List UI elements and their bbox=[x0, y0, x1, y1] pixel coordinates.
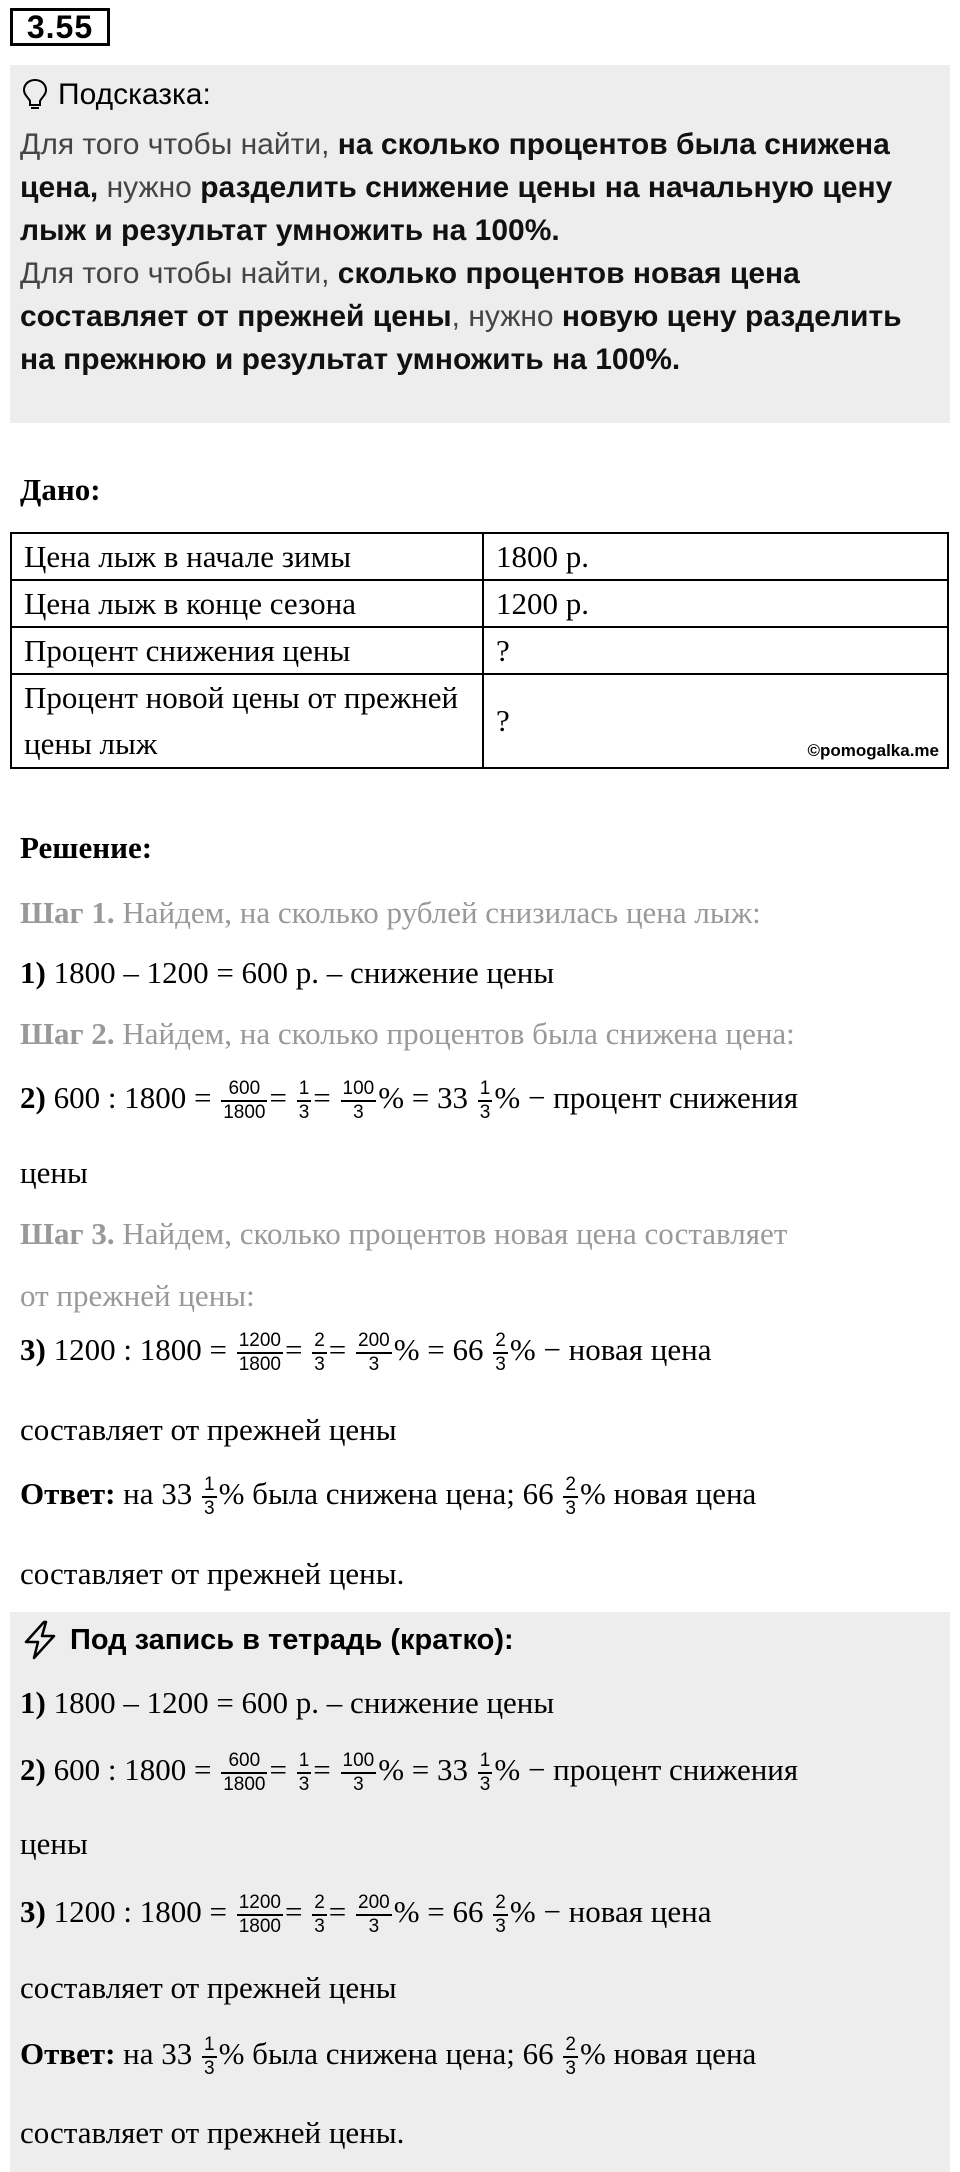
answer-cont: составляет от прежней цены. bbox=[20, 1556, 405, 1591]
table-row bbox=[11, 674, 948, 768]
fraction: $\frac{600}{1800}$ bbox=[223, 1750, 266, 1795]
given-title: Дано: bbox=[20, 472, 101, 507]
fraction: $\frac{2}{3}$ bbox=[314, 1330, 325, 1375]
given-table bbox=[10, 532, 949, 769]
table-row bbox=[11, 533, 948, 580]
short-title-text: Под запись в тетрадь (кратко): bbox=[70, 1623, 514, 1656]
short-calc-3: 3) 1200 : 1800 = $\frac{1200}{1800}$ = $\frac{2}{3}$ = $\frac{200}{3}$ % = 66 $\frac{2}{3}$ % − новая цена bbox=[20, 1892, 712, 1937]
fraction: $\frac{2}{3}$ bbox=[314, 1892, 325, 1937]
fraction: $\frac{1}{3}$ bbox=[479, 1750, 491, 1795]
lightbulb-icon bbox=[22, 78, 48, 112]
short-answer-cont: составляет от прежней цены. bbox=[20, 2115, 405, 2150]
fraction: $\frac{1}{3}$ bbox=[298, 1750, 310, 1795]
calc-1: 1) 1800 – 1200 = 600 р. – снижение цены bbox=[20, 955, 555, 990]
watermark: ©pomogalka.me bbox=[807, 741, 939, 760]
short-record-title bbox=[22, 1620, 514, 1660]
short-calc-2-cont: цены bbox=[20, 1826, 88, 1861]
step-3: Шаг 3. Найдем, сколько процентов новая цена составляет bbox=[20, 1216, 788, 1251]
fraction: $\frac{1200}{1800}$ bbox=[238, 1330, 281, 1375]
given-value: 1800 р. bbox=[483, 533, 948, 580]
given-value: 1200 р. bbox=[483, 580, 948, 627]
calc-2: 2) 600 : 1800 = $\frac{600}{1800}$ = $\frac{1}{3}$ = $\frac{100}{3}$ % = 33 $\frac{1}{3}$ % − процент снижения bbox=[20, 1078, 799, 1123]
fraction: $\frac{100}{3}$ bbox=[342, 1750, 375, 1795]
given-label: Процент снижения цены bbox=[11, 627, 483, 674]
fraction: $\frac{2}{3}$ bbox=[495, 1892, 506, 1937]
fraction: $\frac{200}{3}$ bbox=[358, 1330, 390, 1375]
hint-text: Для того чтобы найти, на сколько процентов была снижена цена, нужно разделить снижение цены на начальную цену лыж и результат умножить на 100%. Для того чтобы найти, сколько процентов новая цена составляет от прежней цены, нужно новую цену разделить на прежнюю и результат умножить на 100%. bbox=[20, 128, 902, 376]
given-label: Процент новой цены от прежней цены лыж bbox=[11, 674, 483, 768]
short-answer: Ответ: на 33 $\frac{1}{3}$ % была снижена цена; 66 $\frac{2}{3}$ % новая цена bbox=[20, 2034, 757, 2079]
table-row bbox=[11, 627, 948, 674]
calc-2-cont: цены bbox=[20, 1155, 88, 1190]
step-2: Шаг 2. Найдем, на сколько процентов была снижена цена: bbox=[20, 1016, 795, 1051]
given-label: Цена лыж в начале зимы bbox=[11, 533, 483, 580]
fraction: $\frac{600}{1800}$ bbox=[223, 1078, 266, 1123]
answer: Ответ: на 33 $\frac{1}{3}$ % была снижена цена; 66 $\frac{2}{3}$ % новая цена bbox=[20, 1474, 757, 1519]
fraction: $\frac{1}{3}$ bbox=[298, 1078, 310, 1123]
fraction: $\frac{200}{3}$ bbox=[358, 1892, 390, 1937]
hint-title bbox=[22, 78, 211, 112]
fraction: $\frac{2}{3}$ bbox=[565, 1474, 576, 1519]
given-value: ? bbox=[496, 703, 510, 738]
short-calc-1: 1) 1800 – 1200 = 600 р. – снижение цены bbox=[20, 1685, 555, 1720]
step-3-cont: от прежней цены: bbox=[20, 1278, 255, 1313]
solution-title: Решение: bbox=[20, 830, 153, 865]
step-1: Шаг 1. Найдем, на сколько рублей снизилась цена лыж: bbox=[20, 895, 761, 930]
fraction: $\frac{1200}{1800}$ bbox=[238, 1892, 281, 1937]
fraction: $\frac{1}{3}$ bbox=[204, 1474, 215, 1519]
given-label: Цена лыж в конце сезона bbox=[11, 580, 483, 627]
fraction: $\frac{2}{3}$ bbox=[495, 1330, 506, 1375]
problem-number-badge: 3.55 bbox=[10, 8, 110, 46]
hint-title-text: Подсказка: bbox=[58, 78, 211, 111]
short-calc-3-cont: составляет от прежней цены bbox=[20, 1970, 397, 2005]
table-row bbox=[11, 580, 948, 627]
given-value-cell bbox=[483, 674, 948, 768]
lightning-icon bbox=[22, 1620, 58, 1660]
calc-3: 3) 1200 : 1800 = $\frac{1200}{1800}$ = $\frac{2}{3}$ = $\frac{200}{3}$ % = 66 $\frac{2}{3}$ % − новая цена bbox=[20, 1330, 712, 1375]
fraction: $\frac{100}{3}$ bbox=[342, 1078, 375, 1123]
given-value: ? bbox=[483, 627, 948, 674]
fraction: $\frac{1}{3}$ bbox=[479, 1078, 491, 1123]
calc-3-cont: составляет от прежней цены bbox=[20, 1412, 397, 1447]
fraction: $\frac{1}{3}$ bbox=[204, 2034, 215, 2079]
short-calc-2: 2) 600 : 1800 = $\frac{600}{1800}$ = $\frac{1}{3}$ = $\frac{100}{3}$ % = 33 $\frac{1}{3}$ % − процент снижения bbox=[20, 1750, 799, 1795]
fraction: $\frac{2}{3}$ bbox=[565, 2034, 576, 2079]
